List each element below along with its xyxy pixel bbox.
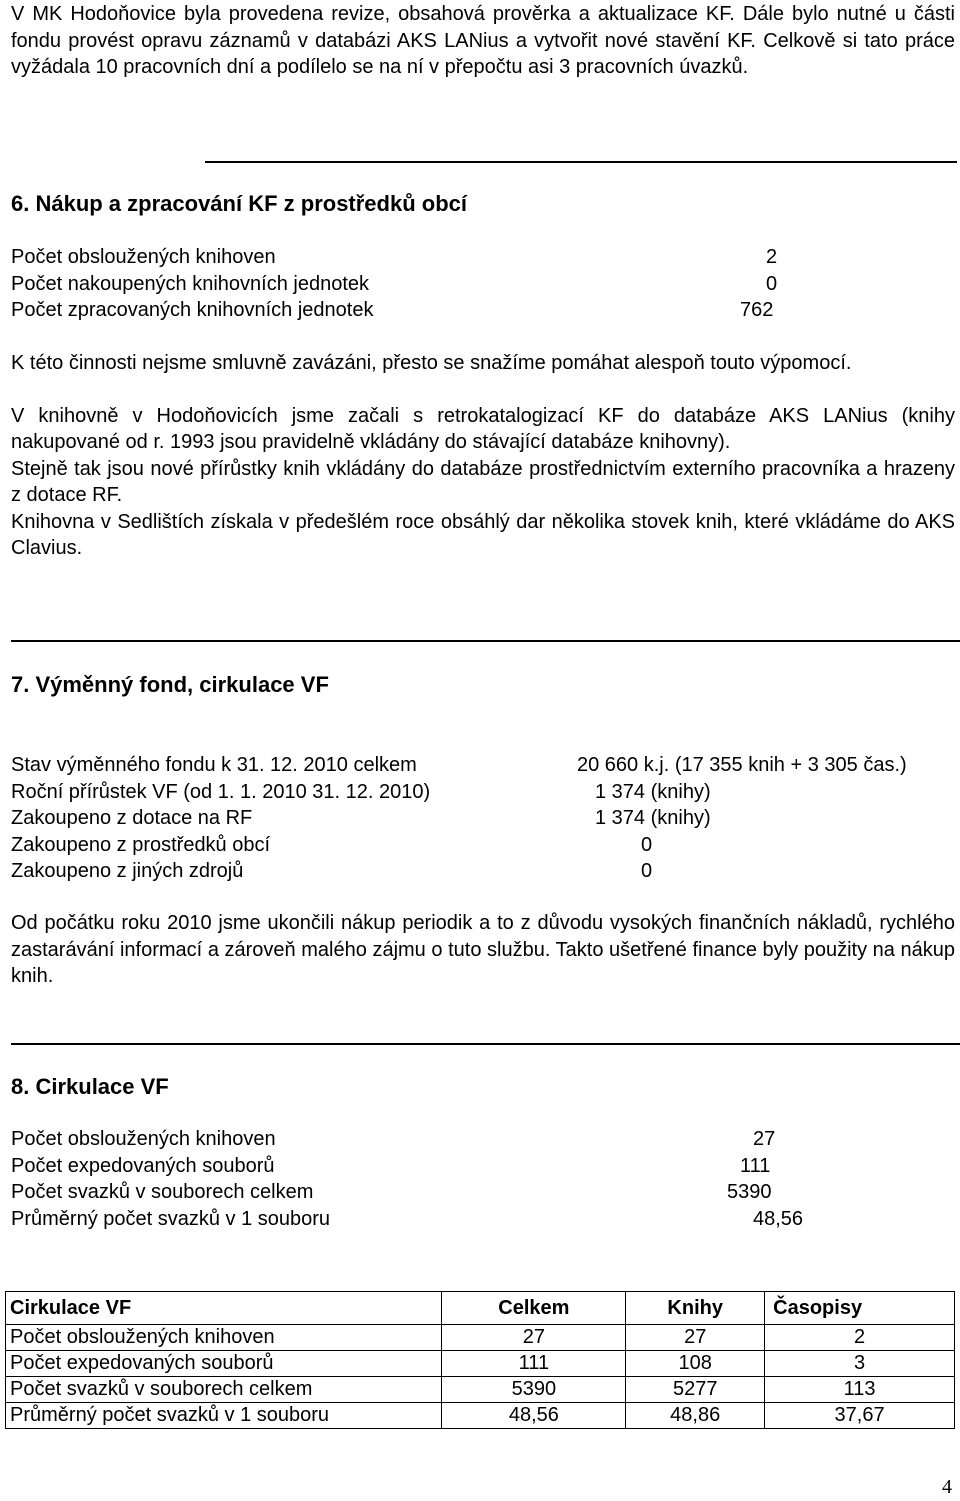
stat-label: Počet svazků v souborech celkem	[11, 1181, 314, 1203]
table-header: Cirkulace VF	[6, 1292, 442, 1325]
table-cell: 2	[765, 1325, 955, 1351]
stat-label: Počet nakoupených knihovních jednotek	[11, 272, 370, 295]
stat-row	[11, 244, 811, 271]
stat-row	[11, 832, 955, 859]
table-cell: 3	[765, 1351, 955, 1377]
table-cell: 5390	[442, 1377, 626, 1403]
stat-value: 762	[740, 299, 774, 321]
section-divider	[205, 161, 957, 163]
stat-row	[11, 1126, 811, 1153]
table-cell: Počet svazků v souborech celkem	[6, 1377, 442, 1403]
table-cell: Počet obsloužených knihoven	[6, 1325, 442, 1351]
stat-row	[11, 858, 955, 885]
table-header: Knihy	[626, 1292, 765, 1325]
table-cell: 48,56	[442, 1403, 626, 1429]
stat-label: Stav výměnného fondu k 31. 12. 2010 celkem	[11, 754, 417, 776]
paragraph: Od počátku roku 2010 jsme ukončili nákup periodik a to z důvodu vysokých finančních nákladů, rychlého zastarávání informací a zároveň malého zájmu o tuto službu. Takto ušetřené finance byly použity na nákup knih.	[11, 912, 955, 987]
stat-label: Počet obsloužených knihoven	[11, 246, 276, 268]
section-divider	[11, 640, 960, 642]
section-6-text	[11, 350, 955, 562]
stat-row	[11, 297, 811, 324]
stat-value: 5390	[727, 1181, 772, 1203]
table-cell: 27	[442, 1325, 626, 1351]
paragraph: Stejně tak jsou nové přírůstky knih vkládány do databáze prostřednictvím externího pracovníka a hrazeny z dotace RF.	[11, 457, 955, 506]
table-cell: Počet expedovaných souborů	[6, 1351, 442, 1377]
table-cell: 111	[442, 1351, 626, 1377]
stat-value: 1 374 (knihy)	[595, 807, 711, 829]
table-cell: 5277	[626, 1377, 765, 1403]
circulation-table	[5, 1291, 955, 1429]
stat-value: 111	[740, 1154, 771, 1177]
stat-label: Zakoupeno z dotace na RF	[11, 807, 253, 829]
table-cell: 113	[765, 1377, 955, 1403]
section-divider	[11, 1043, 960, 1045]
stat-label: Počet obsloužených knihoven	[11, 1128, 276, 1150]
stat-label: Počet zpracovaných knihovních jednotek	[11, 299, 374, 321]
table-cell: 108	[626, 1351, 765, 1377]
stat-value: 0	[641, 833, 653, 856]
table-cell: 37,67	[765, 1403, 955, 1429]
stat-value: 48,56	[753, 1207, 804, 1230]
stat-value: 20 660 k.j. (17 355 knih + 3 305 čas.)	[577, 754, 907, 776]
stat-row	[11, 271, 811, 298]
section-8-heading: 8. Cirkulace VF	[11, 1074, 169, 1099]
paragraph: V knihovně v Hodoňovicích jsme začali s retrokatalogizací KF do databáze AKS LANius (knihy nakupované od r. 1993 jsou pravidelně vkládány do stávající databáze knihovny).	[11, 404, 955, 453]
stat-row	[11, 1153, 811, 1180]
table-header: Celkem	[442, 1292, 626, 1325]
table-row	[6, 1377, 955, 1403]
stat-label: Počet expedovaných souborů	[11, 1154, 275, 1177]
stat-label: Roční přírůstek VF (od 1. 1. 2010 31. 12. 2010)	[11, 780, 431, 803]
stat-row	[11, 1179, 811, 1206]
stat-value: 1 374 (knihy)	[595, 780, 711, 803]
section-8-stats	[11, 1126, 811, 1232]
section-7-stats	[11, 752, 955, 885]
table-row	[6, 1351, 955, 1377]
stat-row	[11, 805, 955, 832]
stat-value: 27	[753, 1128, 776, 1150]
stat-label: Zakoupeno z jiných zdrojů	[11, 860, 244, 882]
table-cell: 48,86	[626, 1403, 765, 1429]
paragraph: K této činnosti nejsme smluvně zavázáni, přesto se snažíme pomáhat alespoň touto výpomocí.	[11, 352, 852, 374]
table-row	[6, 1325, 955, 1351]
stat-label: Průměrný počet svazků v 1 souboru	[11, 1207, 331, 1230]
stat-label: Zakoupeno z prostředků obcí	[11, 833, 271, 856]
intro-paragraph: V MK Hodoňovice byla provedena revize, obsahová prověrka a aktualizace KF. Dále bylo nutné u části fondu provést opravu záznamů v databázi AKS LANius a vytvořit nové stavění KF. Celkově si tato práce vyžádala 10 pracovních dní a podílelo se na ní v přepočtu asi 3 pracovních úvazků.	[11, 3, 955, 78]
table-row	[6, 1403, 955, 1429]
paragraph: Knihovna v Sedlištích získala v předešlém roce obsáhlý dar několika stovek knih, které vkládáme do AKS Clavius.	[11, 510, 955, 559]
stat-row	[11, 779, 955, 806]
stat-value: 0	[641, 860, 653, 882]
page-number: 4	[942, 1476, 952, 1498]
section-7-text	[11, 910, 955, 990]
table-cell: Průměrný počet svazků v 1 souboru	[6, 1403, 442, 1429]
table-header-row	[6, 1292, 955, 1325]
stat-value: 0	[766, 272, 778, 295]
section-6-heading: 6. Nákup a zpracování KF z prostředků obcí	[11, 191, 467, 216]
table-header: Časopisy	[765, 1292, 955, 1325]
section-7-heading: 7. Výměnný fond, cirkulace VF	[11, 672, 329, 697]
stat-row	[11, 752, 955, 779]
table-cell: 27	[626, 1325, 765, 1351]
section-6-stats	[11, 244, 811, 324]
stat-row	[11, 1206, 811, 1233]
stat-value: 2	[766, 246, 778, 268]
